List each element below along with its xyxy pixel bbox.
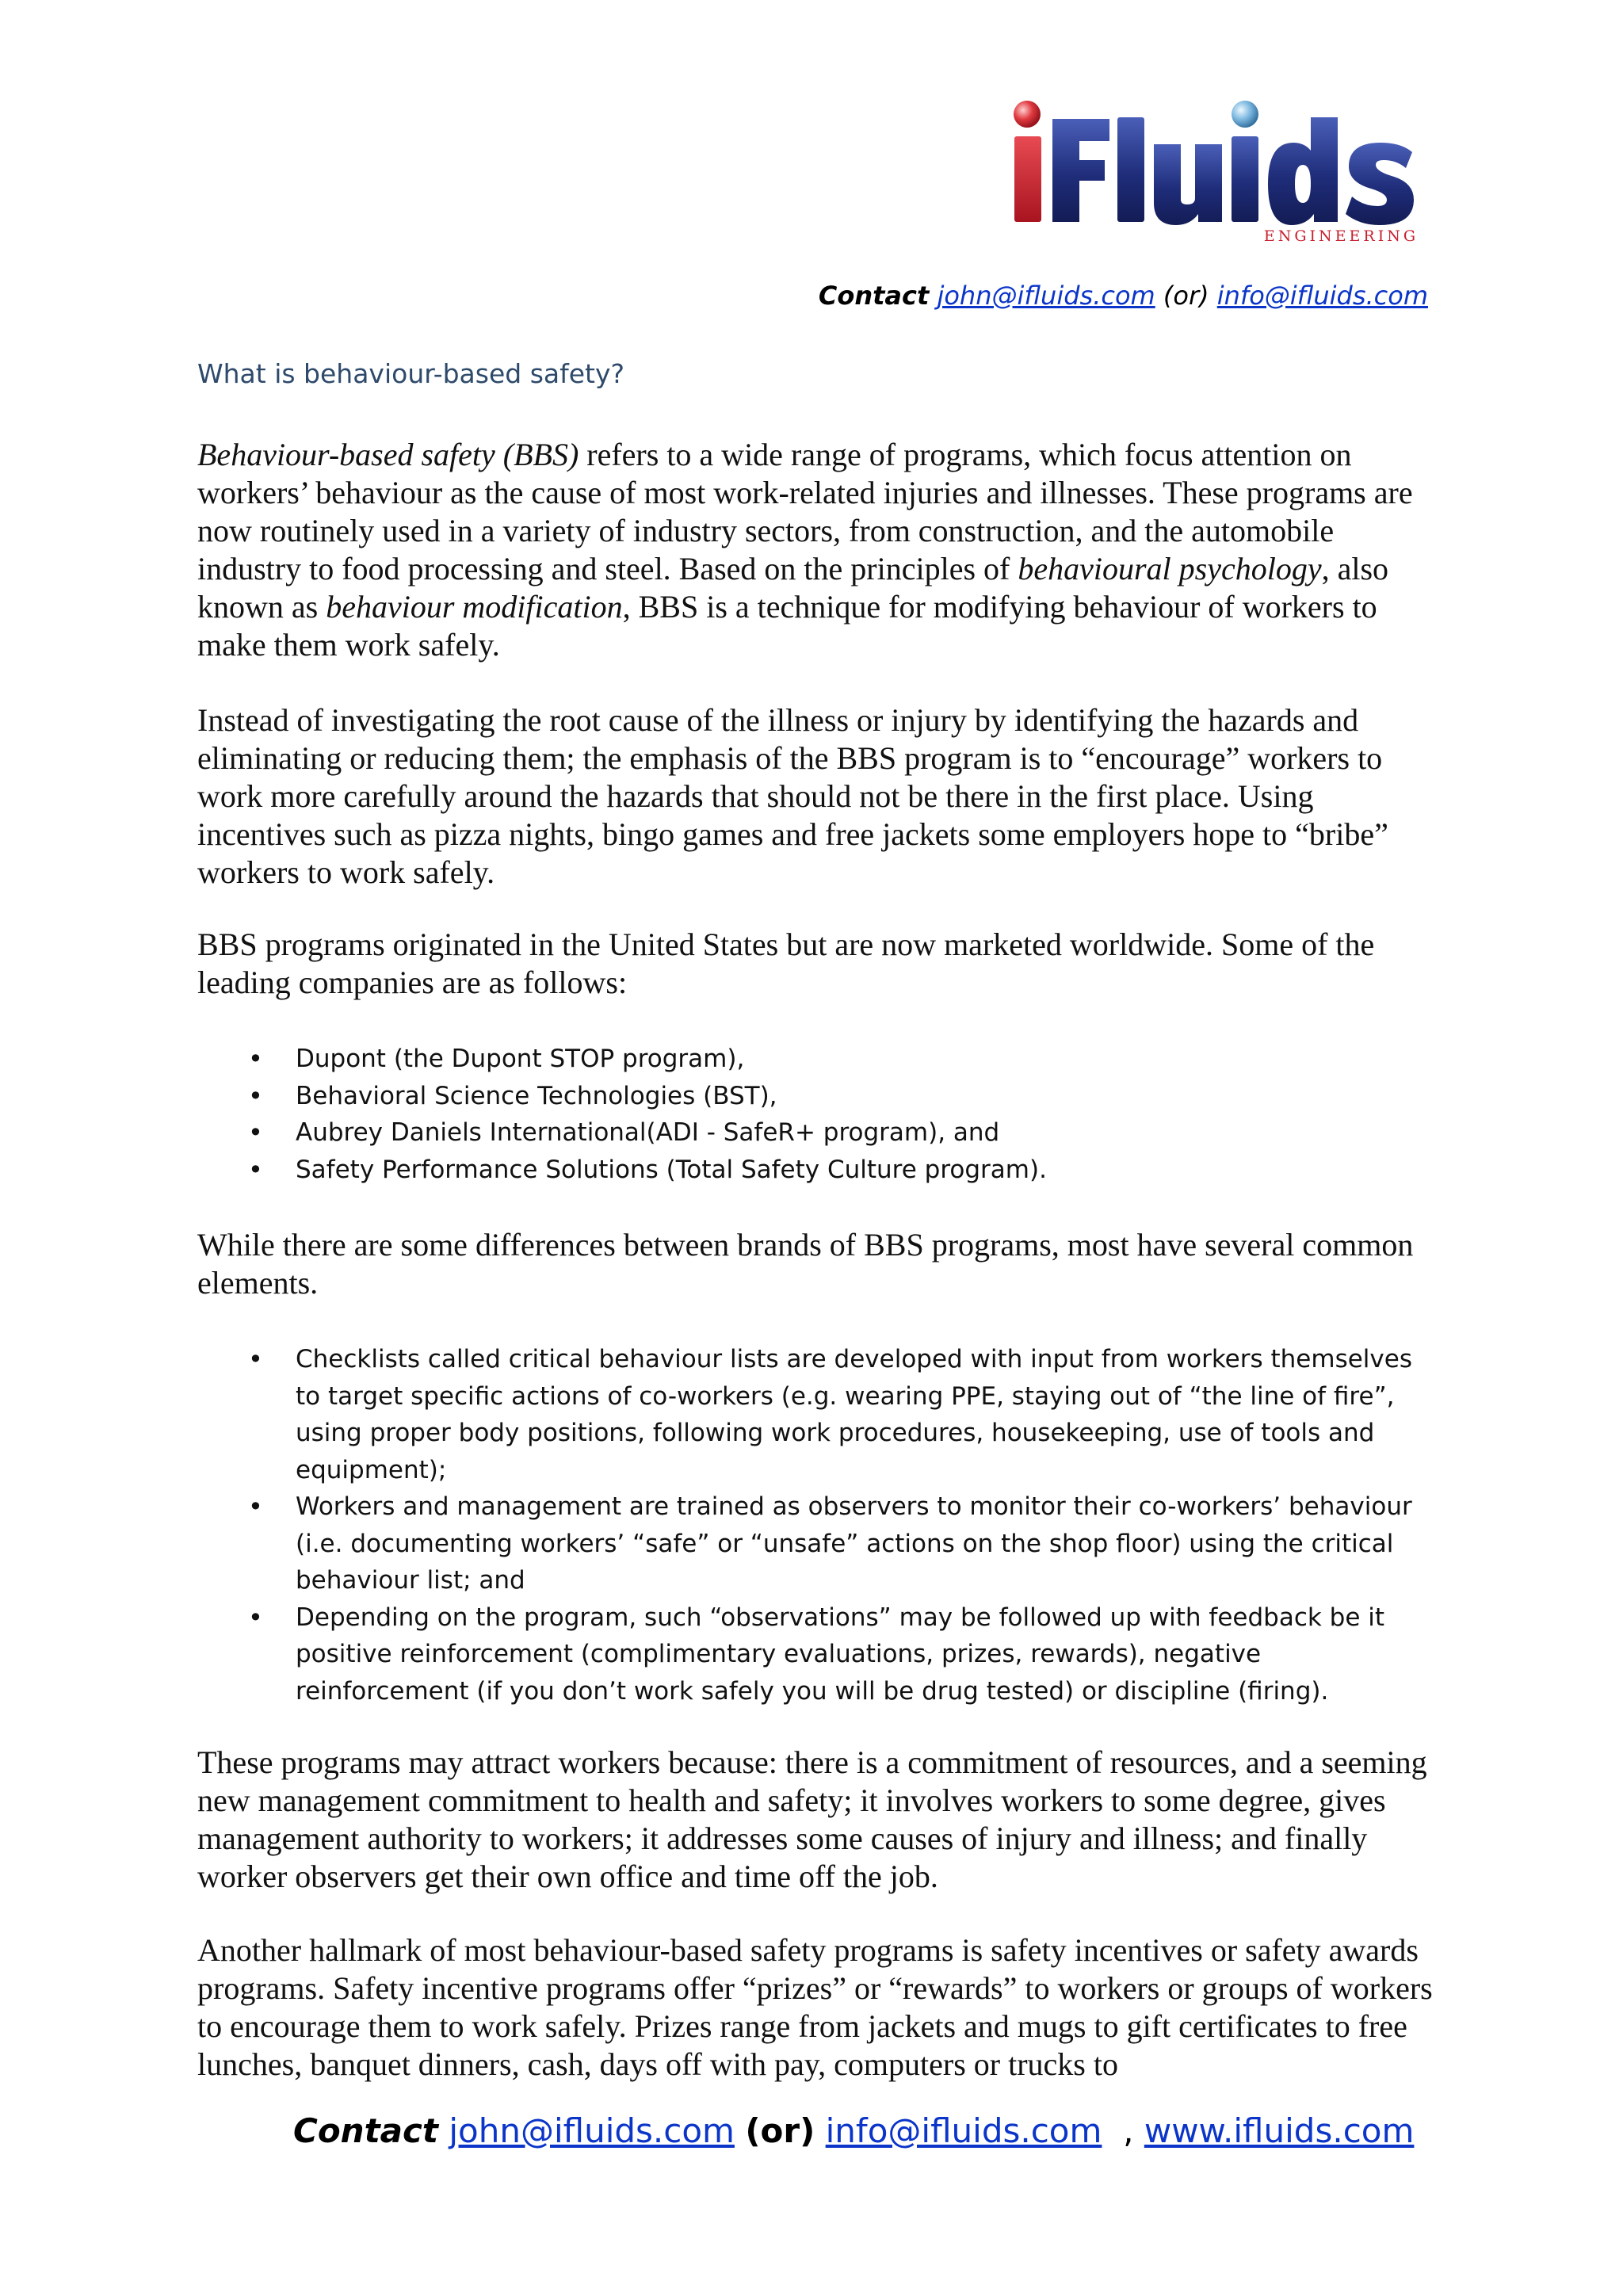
footer-contact-label: Contact [293,2111,438,2150]
email-link-john[interactable]: john@ifluids.com [937,281,1155,311]
list-item: • Depending on the program, such “observations” may be followed up with feedback be it positive reinforcement (complimentary evaluations, prizes, rewards), negative reinforcement (if you don’t work safely you will be drug tested) or discipline (firing). [197,1599,1418,1710]
list-item: • Safety Performance Solutions (Total Safety Culture program). [197,1152,1402,1189]
common-elements-list [197,1341,1418,1710]
footer-email-link-john[interactable]: john@ifluids.com [449,2111,735,2150]
footer-contact [293,2111,1414,2150]
section-heading: What is behaviour-based safety? [197,358,625,389]
paragraph-common-elements: While there are some differences between brands of BBS programs, most have several common elements. [197,1227,1414,1301]
blue-orb-icon [1232,101,1258,128]
footer-website-link[interactable]: www.ifluids.com [1144,2111,1415,2150]
footer-email-link-info[interactable]: info@ifluids.com [825,2111,1102,2150]
behavioural-psychology-term: behavioural psychology [1018,551,1322,586]
paragraph-attraction: These programs may attract workers because: there is a commitment of resources, and a seeming new management commitment to health and safety; it involves workers to some degree, gives management authority to workers; it addresses some causes of injury and illness; and finally worker observers get their own office and time off the job. [197,1744,1427,1894]
p1-text-2: , also known as [197,551,1389,625]
paragraph-incentives: Another hallmark of most behaviour-based safety programs is safety incentives or safety awards programs. Safety incentive programs offer “prizes” or “rewards” to workers or groups of workers to encourage them to work safely. Prizes range from jackets and mugs to gift certificates to free lunches, banquet dinners, cash, days off with pay, computers or trucks to [197,1932,1433,2082]
ifluids-logo [1000,95,1428,246]
p1-text-3: , BBS is a technique for modifying behaviour of workers to make them work safely. [197,589,1377,663]
list-item: • Dupont (the Dupont STOP program), [197,1041,1402,1078]
behaviour-modification-term: behaviour modification [326,589,623,625]
companies-list [197,1041,1402,1188]
paragraph-emphasis: Instead of investigating the root cause of the illness or injury by identifying the hazards and eliminating or reducing them; the emphasis of the BBS program is to “encourage” workers to work more carefully around the hazards that should not be there in the first place. Using incentives such as pizza nights, bingo games and free jackets some employers hope to “bribe” workers to work safely. [197,702,1388,890]
list-item: • Checklists called critical behaviour lists are developed with input from workers themselves to target specific actions of co-workers (e.g. wearing PPE, staying out of “the line of fire”, using proper body positions, following work procedures, housekeeping, use of tools and equipment); [197,1341,1418,1488]
email-link-info[interactable]: info@ifluids.com [1216,281,1428,311]
svg-text:ENGINEERING: ENGINEERING [1263,227,1419,245]
paragraph-bbs-definition [197,436,1434,664]
paragraph-origins: BBS programs originated in the United States but are now marketed worldwide. Some of the leading companies are as follows: [197,926,1375,1000]
red-orb-icon [1014,101,1041,128]
or-separator: (or) [1163,281,1209,311]
p1-text-1: refers to a wide range of programs, which focus attention on workers’ behaviour as the cause of most work-related injuries and illnesses. These programs are now routinely used in a variety of industry sectors, from construction, and the automobile industry to food processing and steel. Based on the principles of [197,437,1413,586]
list-item: • Behavioral Science Technologies (BST), [197,1078,1402,1115]
header-contact [819,281,1428,311]
contact-label: Contact [818,281,930,311]
footer-comma: , [1123,2111,1134,2150]
bbs-term: Behaviour-based safety (BBS) [197,437,579,472]
list-item: • Aubrey Daniels International(ADI - SafeR+ program), and [197,1114,1402,1152]
list-item: • Workers and management are trained as observers to monitor their co-workers’ behaviour (i.e. documenting workers’ “safe” or “unsafe” actions on the shop floor) using the critical behaviour list; and [197,1488,1418,1599]
footer-or-separator: (or) [745,2111,815,2150]
